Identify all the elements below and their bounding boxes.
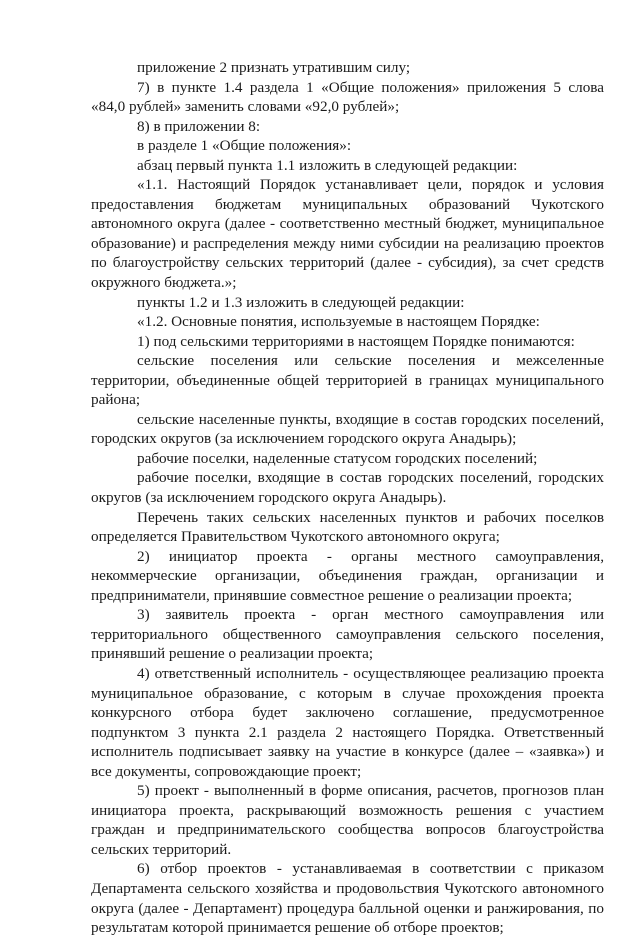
paragraph: приложение 2 признать утратившим силу; — [137, 59, 411, 76]
paragraph: «1.2. Основные понятия, используемые в настоящем Порядке: — [137, 313, 540, 331]
paragraph: абзац первый пункта 1.1 изложить в следующей редакции: — [137, 156, 518, 174]
paragraph: 2) инициатор проекта - органы местного самоуправления, некоммерческие организации, объединения граждан, организации и предприниматели, принявшие совместное решение о реализации проекта; — [91, 547, 604, 604]
paragraph: 5) проект - выполненный в форме описания, расчетов, прогнозов план инициатора проекта, раскрывающий возможность решения с участием граждан и предпринимательского сообщества вопросов благоустройства сельских территорий. — [91, 782, 604, 858]
paragraph: пункты 1.2 и 1.3 изложить в следующей редакции: — [137, 293, 465, 311]
paragraph: рабочие поселки, входящие в состав городских поселений, городских округов (за исключением городского округа Анадырь). — [91, 469, 604, 507]
paragraph: 7) в пункте 1.4 раздела 1 «Общие положения» приложения 5 слова «84,0 рублей» заменить словами «92,0 рублей»; — [91, 78, 604, 116]
paragraph: «1.1. Настоящий Порядок устанавливает цели, порядок и условия предоставления бюджетам муниципальных образований Чукотского автономного округа (далее - соответственно местный бюджет, муниципальное образование) и распределения между ними субсидии на реализацию проектов по благоустройству сельских территорий (далее - субсидия), за счет средств окружного бюджета.»; — [91, 176, 604, 292]
paragraph: сельские поселения или сельские поселения и межселенные территории, объединенные общей территорией в границах муниципального района; — [91, 352, 604, 409]
paragraph: сельские населенные пункты, входящие в состав городских поселений, городских округов (за исключением городского округа Анадырь); — [91, 410, 604, 448]
paragraph: 8) в приложении 8: — [137, 117, 261, 135]
paragraph: 3) заявитель проекта - орган местного самоуправления или территориального общественного самоуправления сельского поселения, принявший решение о реализации проекта; — [91, 606, 604, 663]
paragraph: 6) отбор проектов - устанавливаемая в соответствии с приказом Департамента сельского хозяйства и продовольствия Чукотского автономного округа (далее - Департамент) процедура балльной оценки и ранжирования, по результатам которой принимается решение об отборе проектов; — [91, 860, 604, 937]
paragraph: 4) ответственный исполнитель - осуществляющее реализацию проекта муниципальное образование, с которым в случае прохождения проекта конкурсного отбора будет заключено соглашение, предусмотренное подпунктом 3 пункта 2.1 раздела 2 настоящего Порядка. Ответственный исполнитель подписывает заявку на участие в конкурсе (далее – «заявка») и все документы, сопровождающие проект; — [91, 664, 604, 780]
document-page — [91, 58, 604, 938]
paragraph: рабочие поселки, наделенные статусом городских поселений; — [137, 449, 538, 467]
paragraph: 1) под сельскими территориями в настоящем Порядке понимаются: — [137, 332, 575, 350]
paragraph: в разделе 1 «Общие положения»: — [137, 137, 352, 155]
paragraph: Перечень таких сельских населенных пунктов и рабочих поселков определяется Правительством Чукотского автономного округа; — [91, 508, 604, 546]
